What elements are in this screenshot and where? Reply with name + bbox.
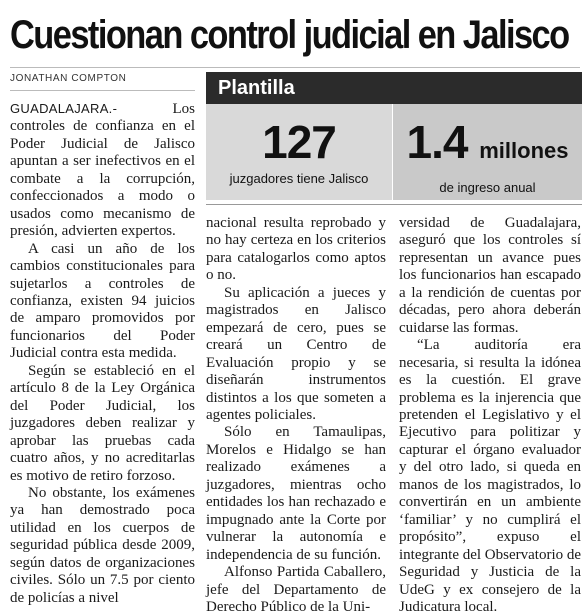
byline: JONATHAN COMPTON — [10, 73, 127, 84]
paragraph-7-start: Alfonso Partida Caballero, jefe del Departamento de Derecho Público de la Uni- — [206, 564, 386, 615]
dateline: GUADALAJARA.- — [10, 101, 118, 116]
headline-rule — [10, 67, 580, 68]
stat-income-value: 1.4 — [406, 116, 468, 168]
infobox-title: Plantilla — [206, 72, 582, 104]
paragraph-3: Según se estableció en el artículo 8 de la Ley Orgánica del Poder Judicial, los juzgadores deben realizar y aprobar las pruebas cada cuatro años, y no acreditarlas es motivo de retiro forzoso. — [10, 362, 195, 484]
stat-judges — [206, 104, 392, 200]
paragraph-1 — [10, 100, 195, 241]
article-column-3 — [399, 215, 581, 616]
paragraph-8: “La auditoría era necesaria, si resulta la idónea es la cuestión. El grave problema es la injerencia que pretenden el Legislativo y el Ejecutivo para politizar y capturar el órgano evaluador y del otro lado, si queda en manos de los magistrados, lo convertirán en un ambiente ‘familiar’ y no cumplirá el propósito”, expuso el integrante del Observatorio de Seguridad y Justicia de la UdeG y ex consejero de la Judicatura local. — [399, 337, 582, 615]
article-column-1 — [10, 100, 195, 607]
stat-income-unit: millones — [479, 138, 569, 163]
stat-judges-number: 127 — [262, 116, 336, 168]
paragraph-6: Sólo en Tamaulipas, Morelos e Hidalgo se han realizado exámenes a juzgadores, mientras ocho entidades los han rechazado e impugnado ante la Corte por vulnerar la autonomía e independencia de su función. — [206, 424, 386, 563]
stat-income — [392, 104, 582, 200]
paragraph-2: A casi un año de los cambios constitucionales para sujetarlos a controles de confianza, existen 94 juicios de amparo promovidos por funcionarios del Poder Judicial contra esta medida. — [10, 240, 195, 362]
article-column-2 — [206, 215, 386, 616]
paragraph-7-end: versidad de Guadalajara, aseguró que los controles sí representan un avance pues los funcionarios han escapado a la rendición de cuentas por décadas, pero ahora deberán cuidarse las formas. — [399, 215, 581, 336]
stat-income-number — [393, 116, 582, 177]
byline-rule — [10, 90, 195, 91]
stat-income-label: de ingreso anual — [439, 180, 536, 195]
stat-judges-label: juzgadores tiene Jalisco — [229, 171, 369, 186]
paragraph-5: Su aplicación a jueces y magistrados en Jalisco empezará de cero, pues se creará un Centro de Evaluación propio y se diseñarán instrumentos distintos a los que someten a agentes policiales. — [206, 284, 386, 423]
paragraph-4-end: nacional resulta reprobado y no hay certeza en los criterios para catalogarlos como aptos o no. — [206, 215, 386, 284]
paragraph-1-text: Los controles de confianza en el Poder Judicial de Jalisco apuntan a ser inefectivos en el combate a la corrupción, confeccionados a modo o usados como mecanismo de presión, advierten expertos. — [10, 101, 195, 240]
headline: Cuestionan control judicial en Jalisco — [10, 13, 569, 57]
infobox-rule — [206, 204, 582, 205]
paragraph-4-start: No obstante, los exámenes ya han demostrado poca utilidad en los cuerpos de seguridad pública desde 2009, según datos de organizaciones civiles. Sólo un 7.5 por ciento de policías a nivel — [10, 484, 195, 606]
